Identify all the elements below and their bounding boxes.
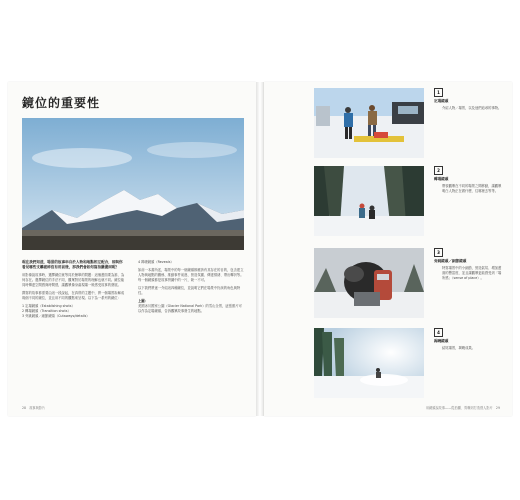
intro-paragraph: 現在我們知道，場景的故事串自於人物和地點相互配合，卻與你看見哪些支離破碎沒有用前後，那我們會如何寫拍攝畫面呢？ — [22, 260, 123, 270]
body-paragraph: 撰寫的故事都需要由這一段說起，在真實的主題中，將一個場景拆解成幾個不同的鏡位，並且用不同的觀點來呈現。以下為一系列的鏡位： — [22, 291, 125, 301]
shot-list — [22, 304, 126, 319]
reveal-shot-photo — [314, 328, 424, 398]
caption-item-3 — [434, 248, 504, 281]
transition-shot-photo — [314, 166, 424, 236]
caption-body: 介紹人物／場景，以及他們追尋的事物。 — [442, 106, 502, 110]
establishing-shot-photo — [314, 88, 424, 158]
left-page — [8, 82, 256, 416]
shot-list-item: 2 轉場鏡頭（Transition shots） — [22, 309, 71, 314]
shot-list-item: 1 定場鏡頭（Establishing shots） — [22, 304, 75, 309]
page-folio: 28 故事與影片 — [22, 406, 46, 410]
text-column-1 — [22, 260, 126, 322]
caption-number: 2 — [434, 166, 443, 175]
caption-item-4 — [434, 328, 504, 351]
mountain-landscape-photo — [22, 118, 244, 250]
photo-caption — [138, 299, 244, 314]
text-column-2 — [138, 260, 244, 317]
photo-caption-text: 美國冰川國家公園（Glacier National Park）的雪山全景，這張照片可以作為定場鏡頭，告訴觀眾故事發生的地點。 — [138, 304, 242, 313]
caption-title: 旁跳鏡頭／細節鏡頭 — [434, 259, 467, 263]
page-folio: 用鏡頭說故事——從拍攝、剪輯到打造感人影片 29 — [425, 406, 500, 410]
right-page — [264, 82, 512, 416]
book-gutter — [256, 82, 264, 416]
section-heading: 鏡位的重要性 — [22, 96, 101, 110]
cutaway-detail-photo — [314, 248, 424, 318]
caption-title: 揭曉鏡頭 — [434, 339, 449, 343]
caption-body: 帶領觀眾在不同的場景之間移動，讓觀眾明白人物正在做什麼、往哪裡去等等。 — [442, 184, 502, 193]
body-paragraph: 用影像說故事時，選擇鏡位就等同於簡單的問題：這個畫面要為誰、為何存在。選擇鏡位的手法不同，觀眾對於場景的理解也就不同。鏡位能同時傳達空間感與時間感，讓觀眾像身處現場一般感受故事的發展。 — [22, 273, 125, 288]
shot-list-item: 3 旁跳鏡頭／細節鏡頭（Cutaways/details） — [22, 314, 90, 319]
book-spread — [8, 82, 512, 416]
caption-title: 轉場鏡頭 — [434, 177, 449, 181]
caption-body: 結尾場景，揭曉成果。 — [442, 346, 475, 350]
caption-number: 1 — [434, 88, 443, 97]
caption-title: 定場鏡頭 — [434, 99, 449, 103]
photo-caption-label: 上圖： — [138, 299, 148, 303]
shot-list-item: 4 揭曉鏡頭（Reveals） — [138, 260, 174, 264]
caption-body: 特寫場景中的小細節，營造氣氛、增加畫面的豐富度，並且讓觀眾更能感受到「場所感」（sense of place）。 — [442, 266, 502, 280]
body-paragraph: 以下我們將逐一介紹這四種鏡位，並說明它們在場景中扮演的角色與特性。 — [138, 286, 241, 295]
caption-number: 4 — [434, 328, 443, 337]
caption-item-1 — [434, 88, 504, 111]
caption-item-2 — [434, 166, 504, 194]
body-paragraph: 如前一本書所述，場景中的每一個鏡頭都應該有其存在的目的，包含建立人物與地點的關係、推動事件前進、營造氛圍、傳達情緒、帶出轉折等。每一個鏡頭都是故事拼圖中的一片，缺一不可。 — [138, 268, 244, 282]
caption-number: 3 — [434, 248, 443, 257]
